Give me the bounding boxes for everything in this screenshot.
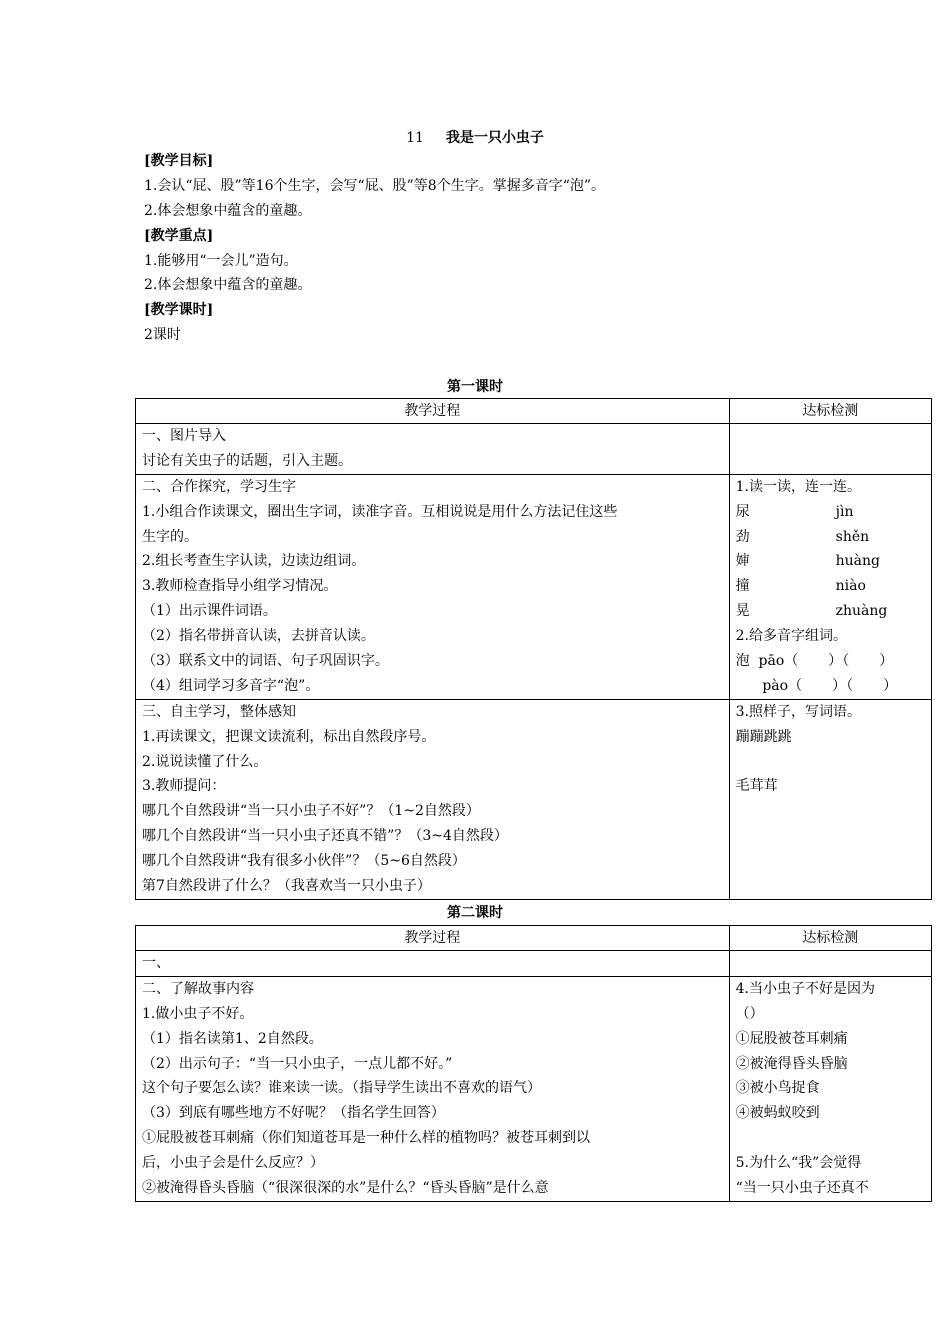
- key-point-item: 1.能够用“一会儿”造句。: [144, 252, 298, 269]
- process-line: 这个句子要怎么读？谁来读一读。（指导学生读出不喜欢的语气）: [142, 1080, 541, 1097]
- table-row: [136, 424, 932, 475]
- table-row: [136, 699, 932, 899]
- key-point-item: 2.体会想象中蕴含的童趣。: [144, 277, 312, 294]
- process-line: （4）组词学习多音字“泡”。: [142, 677, 320, 694]
- match-char: 晃: [735, 603, 750, 620]
- paren-end: ）: [879, 653, 894, 670]
- process-line: 2.说说读懂了什么。: [142, 753, 268, 770]
- lesson2-table: [135, 925, 932, 1202]
- table-row: [136, 474, 932, 699]
- column-header-process: 教学过程: [136, 399, 730, 424]
- process-cell: [136, 951, 730, 977]
- check-cell: [729, 951, 931, 977]
- polyphone-line: [736, 649, 925, 674]
- check-line: [736, 750, 925, 775]
- match-pair: [736, 525, 925, 550]
- process-line: ②被淹得昏头昏脑（“很深很深的水”是什么？“昏头昏脑”是什么意: [142, 1180, 549, 1197]
- key-points-heading: [教学重点]: [144, 227, 214, 244]
- process-line: 一、图片导入: [142, 428, 226, 444]
- lesson-title: [0, 126, 950, 150]
- process-line: 1.小组合作读课文，圈出生字词，读准字音。互相说说是用什么方法记住这些: [142, 503, 618, 520]
- match-pinyin: jìn: [835, 503, 854, 520]
- lesson1-title: 第一课时: [447, 379, 503, 395]
- check-cell: [729, 474, 931, 699]
- process-line: （3）联系文中的词语、句子巩固识字。: [142, 653, 389, 670]
- process-line: 生字的。: [142, 528, 198, 545]
- process-cell: [136, 424, 730, 475]
- process-line: （2）指名带拼音认读，去拼音认读。: [142, 628, 375, 645]
- lesson2-title: 第二课时: [447, 905, 503, 921]
- check-line: 5.为什么“我”会觉得: [735, 1155, 862, 1172]
- paren-mid: ）（: [828, 653, 850, 670]
- hours-heading: [教学课时]: [144, 302, 214, 319]
- process-line: 二、合作探究，学习生字: [142, 478, 296, 495]
- column-header-check: 达标检测: [729, 399, 931, 424]
- process-line: 二、了解故事内容: [142, 980, 254, 997]
- process-cell: [136, 474, 730, 699]
- match-char: 劲: [735, 528, 750, 545]
- check-option: ④被蚂蚁咬到: [735, 1105, 820, 1122]
- paren-end: ）: [883, 677, 898, 694]
- process-line: 一、: [142, 955, 170, 971]
- goal-item: 1.会认“屁、股”等16个生字，会写“屁、股”等8个生字。掌握多音字“泡”。: [144, 177, 606, 194]
- process-line: 哪几个自然段讲“当一只小虫子不好”？（1~2自然段）: [142, 803, 480, 820]
- process-line: 第7自然段讲了什么？（我喜欢当一只小虫子）: [142, 878, 431, 895]
- process-line: 3.教师检查指导小组学习情况。: [142, 578, 338, 595]
- check-option: ②被淹得昏头昏脑: [735, 1055, 848, 1072]
- process-line: 后，小虫子会是什么反应？）: [142, 1155, 324, 1172]
- check-cell: [729, 424, 931, 475]
- process-line: ①屁股被苍耳刺痛（你们知道苍耳是一种什么样的植物吗？被苍耳刺到以: [142, 1130, 590, 1147]
- match-pinyin: niào: [835, 578, 866, 595]
- process-line: 讨论有关虫子的话题，引入主题。: [142, 452, 352, 469]
- paren-mid: ）（: [832, 677, 854, 694]
- match-char: 撞: [735, 578, 750, 595]
- process-cell: [136, 699, 730, 899]
- process-line: （2）出示句子：“当一只小虫子，一点儿都不好。”: [142, 1055, 453, 1072]
- polyphone-reading: pào（: [762, 677, 803, 694]
- check-line: 4.当小虫子不好是因为: [735, 980, 875, 997]
- lesson1-table: [135, 398, 932, 900]
- match-pair: [736, 599, 925, 624]
- check-cell: [729, 699, 931, 899]
- match-pinyin: huàng: [835, 553, 880, 570]
- match-pair: [736, 549, 925, 574]
- match-char: 婶: [735, 553, 750, 570]
- check-line: 3.照样子，写词语。: [735, 703, 861, 720]
- process-line: 三、自主学习，整体感知: [142, 703, 296, 720]
- check-line: “当一只小虫子还真不: [735, 1180, 869, 1197]
- column-header-check: 达标检测: [729, 926, 931, 951]
- process-line: 2.组长考查生字认读，边读边组词。: [142, 553, 366, 570]
- check-line: 毛茸茸: [735, 778, 778, 795]
- table-header-row: [136, 399, 932, 424]
- check-line: （）: [735, 1005, 764, 1022]
- lesson-intro: [144, 149, 844, 348]
- column-header-process: 教学过程: [136, 926, 730, 951]
- process-line: 1.再读课文，把课文读流利，标出自然段序号。: [142, 728, 436, 745]
- process-line: （3）到底有哪些地方不好呢？（指名学生回答）: [142, 1105, 445, 1122]
- check-line: 1.读一读，连一连。: [735, 478, 861, 495]
- table-row: [136, 951, 932, 977]
- match-char: 尿: [735, 503, 750, 520]
- process-cell: [136, 976, 730, 1201]
- lesson-name: 我是一只小虫子: [445, 130, 544, 146]
- polyphone-reading: pāo（: [758, 653, 799, 670]
- process-line: 哪几个自然段讲“我有很多小伙伴”？（5~6自然段）: [142, 853, 466, 870]
- polyphone-line: [736, 674, 925, 699]
- table-row: [136, 976, 932, 1201]
- lesson-number: 11: [406, 130, 424, 146]
- polyphone-char: 泡: [735, 653, 750, 670]
- process-line: （1）出示课件词语。: [142, 603, 277, 620]
- goals-heading: [教学目标]: [144, 153, 214, 169]
- process-line: 1.做小虫子不好。: [142, 1005, 254, 1022]
- hours-value: 2课时: [144, 327, 181, 344]
- check-option: ③被小鸟捉食: [735, 1080, 820, 1097]
- check-cell: [729, 976, 931, 1201]
- check-line: [736, 1126, 925, 1151]
- table-header-row: [136, 926, 932, 951]
- match-pair: [736, 574, 925, 599]
- process-line: （1）指名读第1、2自然段。: [142, 1030, 323, 1047]
- check-line: 2.给多音字组词。: [735, 628, 847, 645]
- check-option: ①屁股被苍耳刺痛: [735, 1030, 848, 1047]
- goal-item: 2.体会想象中蕴含的童趣。: [144, 202, 312, 219]
- process-line: 哪几个自然段讲“当一只小虫子还真不错”？（3~4自然段）: [142, 828, 508, 845]
- process-line: 3.教师提问：: [142, 778, 226, 795]
- match-pair: [736, 500, 925, 525]
- match-pinyin: shěn: [835, 528, 870, 545]
- match-pinyin: zhuàng: [835, 603, 888, 620]
- check-line: 蹦蹦跳跳: [735, 728, 792, 745]
